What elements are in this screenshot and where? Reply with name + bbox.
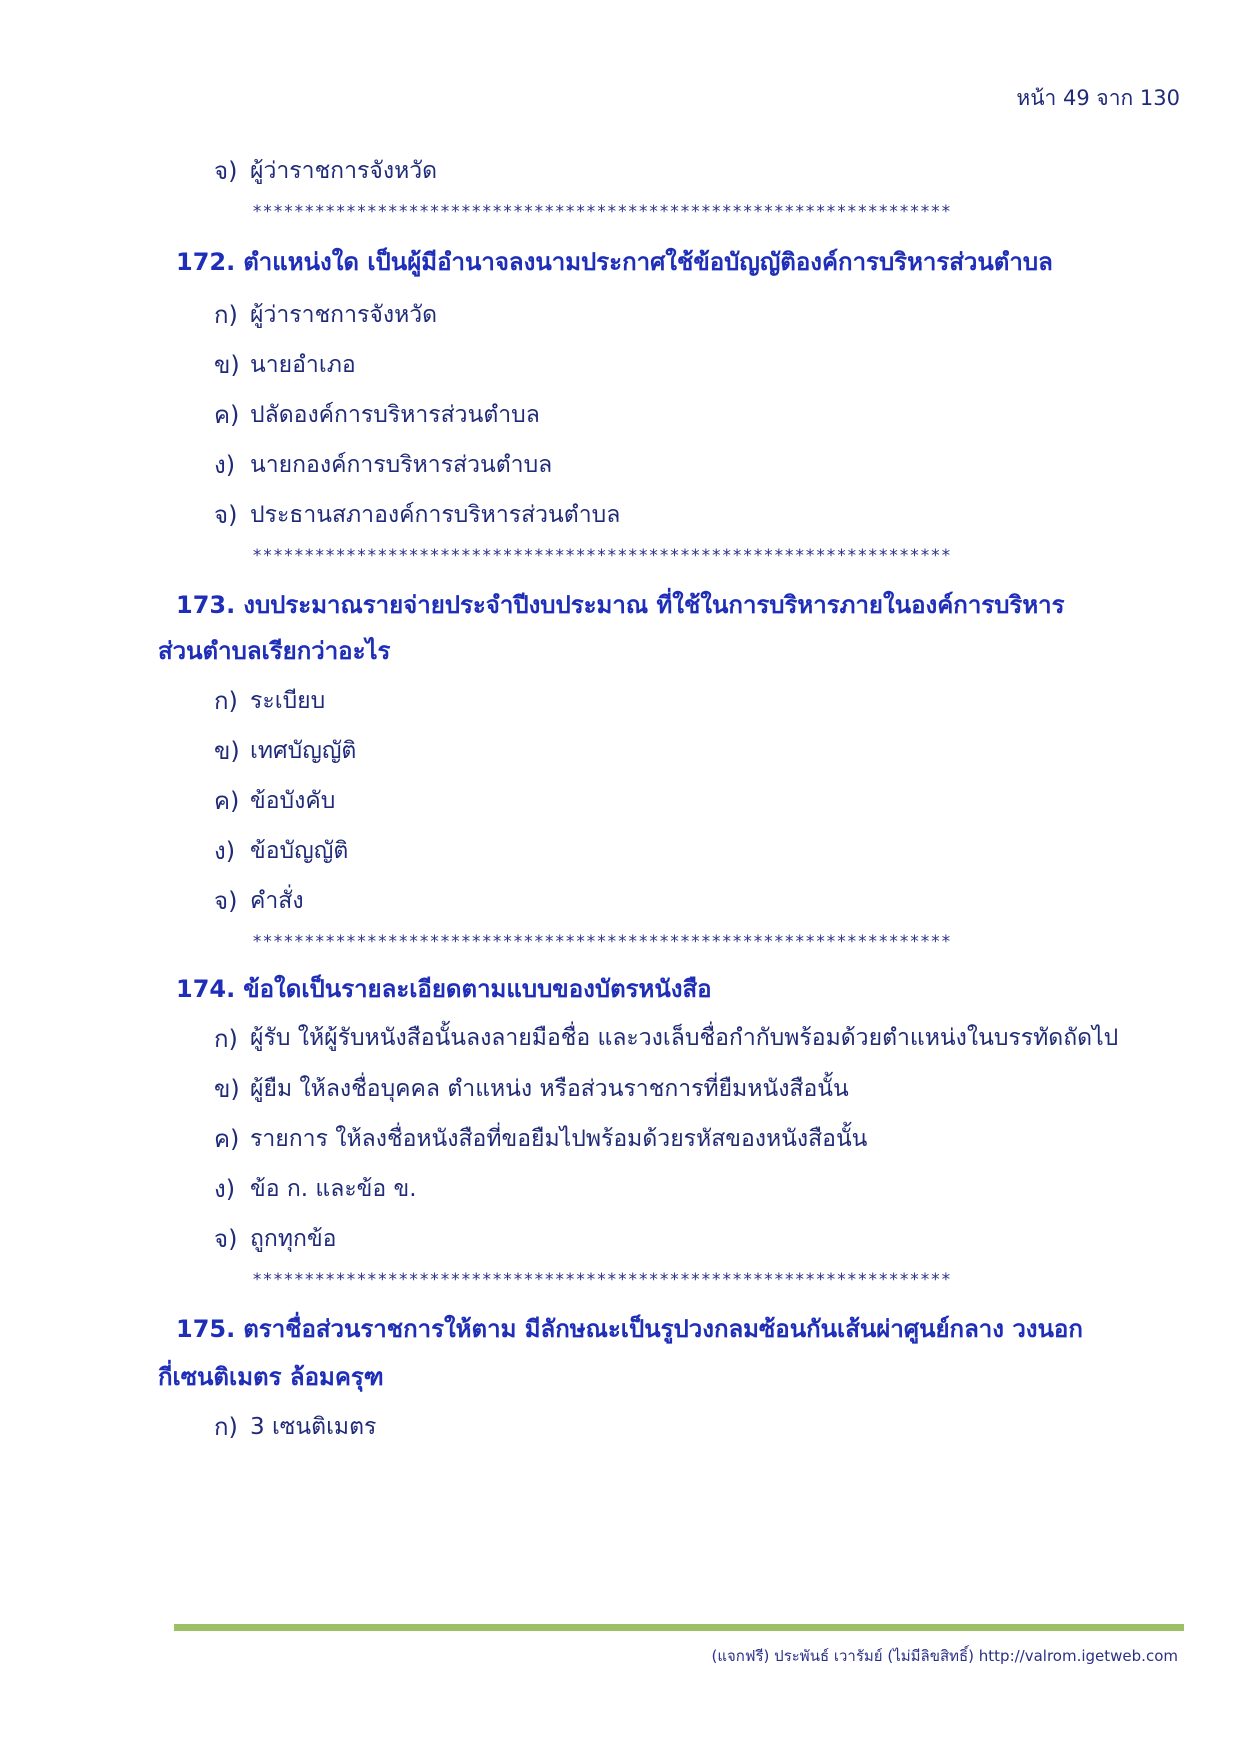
option-text: คำสั่ง [250, 888, 304, 914]
separator: ******************************************************************* [252, 202, 952, 222]
option-letter: ก) [214, 687, 238, 715]
option-item [214, 146, 1184, 196]
option-item [214, 340, 1184, 390]
option-item [214, 1014, 1184, 1064]
question-174 [176, 964, 1184, 1014]
question-number: 174. [176, 975, 236, 1003]
question-text-continued: กี่เซนติเมตร ล้อมครุฑ [158, 1363, 384, 1391]
option-text: ผู้ว่าราชการจังหวัด [250, 302, 438, 328]
separator: ******************************************************************* [252, 932, 952, 952]
option-item [214, 676, 1184, 726]
option-item [214, 440, 1184, 490]
option-text: รายการ ให้ลงชื่อหนังสือที่ขอยืมไปพร้อมด้วยรหัสของหนังสือนั้น [250, 1126, 868, 1152]
question-173-line2 [158, 626, 1184, 676]
question-number: 175. [176, 1315, 236, 1343]
option-text: ผู้ยืม ให้ลงชื่อบุคคล ตำแหน่ง หรือส่วนราชการที่ยืมหนังสือนั้น [250, 1076, 849, 1102]
document-body [158, 157, 1184, 1452]
question-173 [176, 578, 1184, 632]
option-item [214, 826, 1184, 876]
question-text: ตำแหน่งใด เป็นผู้มีอำนาจลงนามประกาศใช้ข้อบัญญัติองค์การบริหารส่วนตำบล [243, 248, 1053, 276]
option-item [214, 290, 1184, 340]
option-letter: จ) [214, 501, 238, 529]
page-number: หน้า 49 จาก 130 [1016, 86, 1180, 110]
option-text: ผู้รับ ให้ผู้รับหนังสือนั้นลงลายมือชื่อ และวงเล็บชื่อกำกับพร้อมด้วยตำแหน่งในบรรทัดถัดไป [250, 1025, 1119, 1051]
option-item [214, 490, 1184, 540]
option-letter: ก) [214, 1413, 238, 1441]
option-letter: ค) [214, 1125, 240, 1153]
option-letter: ข) [214, 1075, 240, 1103]
question-172 [176, 234, 1184, 290]
option-text: 3 เซนติเมตร [250, 1414, 377, 1440]
option-item [214, 726, 1184, 776]
option-text: ถูกทุกข้อ [250, 1226, 337, 1252]
question-text: งบประมาณรายจ่ายประจำปีงบประมาณ ที่ใช้ในการบริหารภายในองค์การบริหาร [243, 591, 1065, 619]
option-letter: ก) [214, 1025, 238, 1053]
option-letter: จ) [214, 1225, 238, 1253]
option-text: เทศบัญญัติ [250, 738, 357, 764]
option-item [214, 1064, 1184, 1114]
option-letter: ข) [214, 737, 240, 765]
option-item [214, 776, 1184, 826]
question-text: ตราชื่อส่วนราชการให้ตาม มีลักษณะเป็นรูปวงกลมซ้อนกันเส้นผ่าศูนย์กลาง วงนอก [243, 1315, 1083, 1343]
option-text: ระเบียบ [250, 688, 326, 714]
option-letter: ค) [214, 787, 240, 815]
footer-credit: (แจกฟรี) ประพันธ์ เวารัมย์ (ไม่มีลิขสิทธิ์) http://valrom.igetweb.com [711, 1647, 1178, 1665]
option-letter: ค) [214, 401, 240, 429]
question-text: ข้อใดเป็นรายละเอียดตามแบบของบัตรหนังสือ [243, 975, 712, 1003]
option-letter: ง) [214, 837, 236, 865]
option-letter: ง) [214, 451, 236, 479]
option-item [214, 390, 1184, 440]
question-175 [176, 1302, 1184, 1356]
option-text: นายกองค์การบริหารส่วนตำบล [250, 452, 553, 478]
option-text: ประธานสภาองค์การบริหารส่วนตำบล [250, 502, 621, 528]
option-text: ข้อบัญญัติ [250, 838, 349, 864]
question-number: 172. [176, 248, 236, 276]
option-letter: ก) [214, 301, 238, 329]
question-text-continued: ส่วนตำบลเรียกว่าอะไร [158, 637, 391, 665]
option-letter: ง) [214, 1175, 236, 1203]
option-item [214, 876, 1184, 926]
question-175-line2 [158, 1352, 1184, 1402]
separator: ******************************************************************* [252, 1270, 952, 1290]
option-text: ข้อบังคับ [250, 788, 336, 814]
option-text: ข้อ ก. และข้อ ข. [250, 1176, 417, 1202]
separator: ******************************************************************* [252, 546, 952, 566]
footer-divider [174, 1624, 1184, 1631]
option-item [214, 1114, 1184, 1164]
option-text: ผู้ว่าราชการจังหวัด [250, 158, 438, 184]
question-number: 173. [176, 591, 236, 619]
option-item [214, 1402, 1184, 1452]
option-letter: จ) [214, 157, 238, 185]
option-letter: ข) [214, 351, 240, 379]
option-item [214, 1164, 1184, 1214]
option-text: ปลัดองค์การบริหารส่วนตำบล [250, 402, 540, 428]
option-text: นายอำเภอ [250, 352, 356, 378]
option-item [214, 1214, 1184, 1264]
option-letter: จ) [214, 887, 238, 915]
